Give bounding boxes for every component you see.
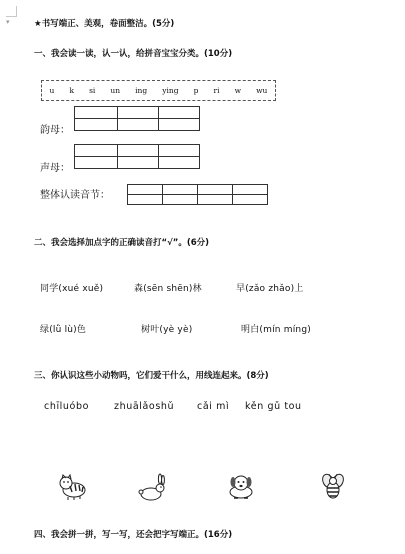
letter-item: p: [193, 86, 199, 95]
collapse-caret-icon[interactable]: ▾: [6, 18, 10, 26]
reading-choice[interactable]: 早(zǎo zhǎo)上: [236, 284, 304, 294]
answer-cell[interactable]: [75, 107, 118, 119]
reading-choice[interactable]: 同学(xué xuě): [40, 284, 104, 294]
answer-cell[interactable]: [233, 185, 268, 195]
answer-cell[interactable]: [233, 195, 268, 205]
reading-choice[interactable]: 森(sēn shēn)林: [134, 284, 202, 294]
answer-cell[interactable]: [75, 119, 118, 131]
dog-icon[interactable]: [226, 471, 256, 501]
letter-item: un: [110, 86, 121, 95]
answer-cell[interactable]: [75, 145, 118, 157]
answer-cell[interactable]: [159, 145, 200, 157]
letter-item: wu: [256, 86, 268, 95]
activity-pinyin[interactable]: zhuālǎoshǔ: [114, 401, 175, 412]
answer-cell[interactable]: [128, 195, 163, 205]
section2-title: 二、我会选择加点字的正确读音打“√”。(6分): [34, 238, 210, 248]
answer-cell[interactable]: [118, 157, 159, 169]
answer-cell[interactable]: [118, 107, 159, 119]
answer-cell[interactable]: [159, 157, 200, 169]
rabbit-icon[interactable]: [136, 473, 166, 503]
finals-label: 韵母：: [40, 125, 70, 136]
answer-cell[interactable]: [163, 185, 198, 195]
section3-title: 三、你认识这些小动物吗，它们爱干什么，用线连起来。(8分): [34, 371, 269, 381]
activity-pinyin[interactable]: chīluóbo: [44, 401, 89, 412]
activity-pinyin[interactable]: kěn gǔ tou: [245, 401, 302, 412]
whole-syllable-answer-grid: [127, 184, 268, 205]
whole-syllable-label: 整体认读音节：: [40, 190, 110, 201]
letter-item: ing: [135, 86, 148, 95]
finals-answer-grid: [74, 106, 200, 131]
letter-item: si: [89, 86, 96, 95]
tiger-icon[interactable]: [58, 472, 88, 502]
letter-item: k: [69, 86, 74, 95]
bee-icon[interactable]: [318, 471, 348, 501]
letter-item: ying: [162, 86, 179, 95]
letter-item: ri: [213, 86, 220, 95]
reading-choice[interactable]: 明白(mín míng): [241, 325, 311, 335]
reading-choice[interactable]: 树叶(yè yè): [141, 325, 193, 335]
answer-cell[interactable]: [75, 157, 118, 169]
answer-cell[interactable]: [198, 195, 233, 205]
answer-cell[interactable]: [198, 185, 233, 195]
answer-cell[interactable]: [163, 195, 198, 205]
initials-label: 声母：: [40, 163, 70, 174]
answer-cell[interactable]: [118, 145, 159, 157]
answer-cell[interactable]: [159, 107, 200, 119]
page-corner-mark: [6, 6, 17, 17]
letter-item: w: [234, 86, 241, 95]
answer-cell[interactable]: [118, 119, 159, 131]
instructions-heading: ★书写端正、美观，卷面整洁。(5分): [34, 19, 175, 29]
answer-cell[interactable]: [128, 185, 163, 195]
answer-cell[interactable]: [159, 119, 200, 131]
reading-choice[interactable]: 绿(lǜ lù)色: [40, 325, 87, 335]
section1-title: 一、我会读一读，认一认，给拼音宝宝分类。(10分): [34, 49, 233, 59]
initials-answer-grid: [74, 144, 200, 169]
pinyin-letter-box: [41, 80, 276, 101]
activity-pinyin[interactable]: cǎi mì: [197, 401, 230, 412]
section4-title: 四、我会拼一拼，写一写，还会把字写端正。(16分): [34, 530, 233, 540]
letter-item: u: [49, 86, 55, 95]
